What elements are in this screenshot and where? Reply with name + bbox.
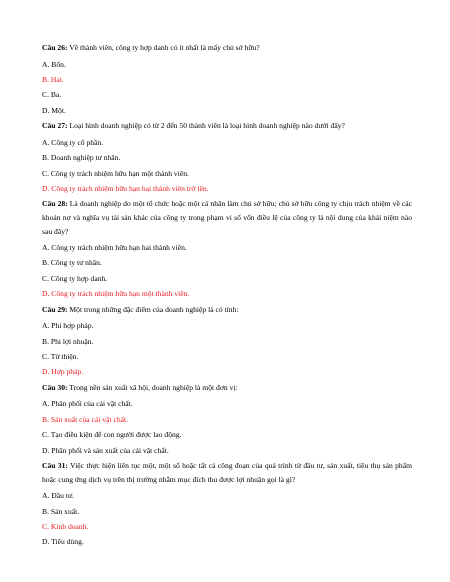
option-a: A. Đầu tư. bbox=[42, 491, 74, 501]
option-b: B. Phi lợi nhuận. bbox=[42, 336, 94, 346]
question-text: Trong nền sản xuất xã hội, doanh nghiệp là một đơn vị: bbox=[67, 382, 238, 392]
option-a: A. Công ty trách nhiệm hữu hạn hai thành viên. bbox=[42, 243, 187, 253]
option-a: A. Công ty cổ phần. bbox=[42, 137, 104, 147]
question-text: Là doanh nghiệp do một tổ chức hoặc một cá nhân làm chủ sở hữu; chủ sở hữu công ty chịu trách nhiệm về các khoản nợ và nghĩa vụ tài sản khác của công ty trong phạm vi số vốn điều lệ của công ty là nội dung của khái niệm nào sau đây? bbox=[42, 199, 412, 236]
option-d: D. Tiêu dùng. bbox=[42, 537, 84, 547]
question-number: Câu 28: bbox=[42, 199, 68, 209]
option-b: B. Doanh nghiệp tư nhân. bbox=[42, 153, 121, 163]
option-d-correct: D. Hợp pháp. bbox=[42, 367, 84, 377]
question-number: Câu 29: bbox=[42, 304, 68, 314]
question-26 bbox=[42, 41, 412, 55]
question-text: Việc thực hiện liên tục một, một số hoặc tất cả công đoạn của quá trình từ đầu tư, sản xuất, tiêu thụ sản phẩm hoặc cung ứng dịch vụ trên thị trường nhằm mục đích thu được lợi nhuận gọi là gì? bbox=[42, 460, 412, 484]
question-31 bbox=[42, 459, 412, 486]
option-c-correct: C. Kinh doanh. bbox=[42, 521, 89, 531]
option-d: D. Phân phối và sản xuất của cải vật chất. bbox=[42, 445, 169, 455]
option-a: A. Phân phối của cải vật chất. bbox=[42, 399, 133, 409]
question-28 bbox=[42, 197, 412, 238]
option-a: A. Bốn. bbox=[42, 59, 66, 69]
option-d-correct: D. Công ty trách nhiệm hữu hạn một thành viên. bbox=[42, 289, 190, 299]
question-29 bbox=[42, 303, 412, 317]
option-b: B. Công ty tư nhân. bbox=[42, 258, 102, 268]
option-c: C. Từ thiện. bbox=[42, 352, 79, 362]
question-number: Câu 26: bbox=[42, 43, 68, 52]
question-number: Câu 27: bbox=[42, 121, 68, 131]
option-b-correct: B. Sản xuất của cải vật chất. bbox=[42, 414, 129, 424]
option-c: C. Công ty hợp danh. bbox=[42, 273, 108, 283]
question-number: Câu 30: bbox=[42, 382, 68, 392]
document-page bbox=[42, 41, 412, 551]
question-30 bbox=[42, 381, 412, 395]
option-d-correct: D. Công ty trách nhiệm hữu hạn hai thành viên trở lên. bbox=[42, 183, 209, 193]
question-text: Loại hình doanh nghiệp có từ 2 đến 50 thành viên là loại hình doanh nghiệp nào dưới đây? bbox=[67, 121, 345, 131]
question-text: Một trong những đặc điểm của doanh nghiệp là có tính: bbox=[67, 304, 239, 314]
question-number: Câu 31: bbox=[42, 460, 68, 470]
option-c: C. Tạo điều kiện để con người được lao động. bbox=[42, 430, 182, 440]
option-a: A. Phi hợp pháp. bbox=[42, 321, 94, 331]
option-b-correct: B. Hai. bbox=[42, 74, 64, 84]
option-c: C. Công ty trách nhiệm hữu hạn một thành viên. bbox=[42, 168, 189, 178]
question-text: Về thành viên, công ty hợp danh có ít nhất là mấy chủ sở hữu? bbox=[67, 43, 260, 52]
option-c: C. Ba. bbox=[42, 90, 62, 100]
option-b: B. Sản xuất. bbox=[42, 506, 80, 516]
option-d: D. Một. bbox=[42, 105, 66, 115]
question-27 bbox=[42, 119, 412, 133]
